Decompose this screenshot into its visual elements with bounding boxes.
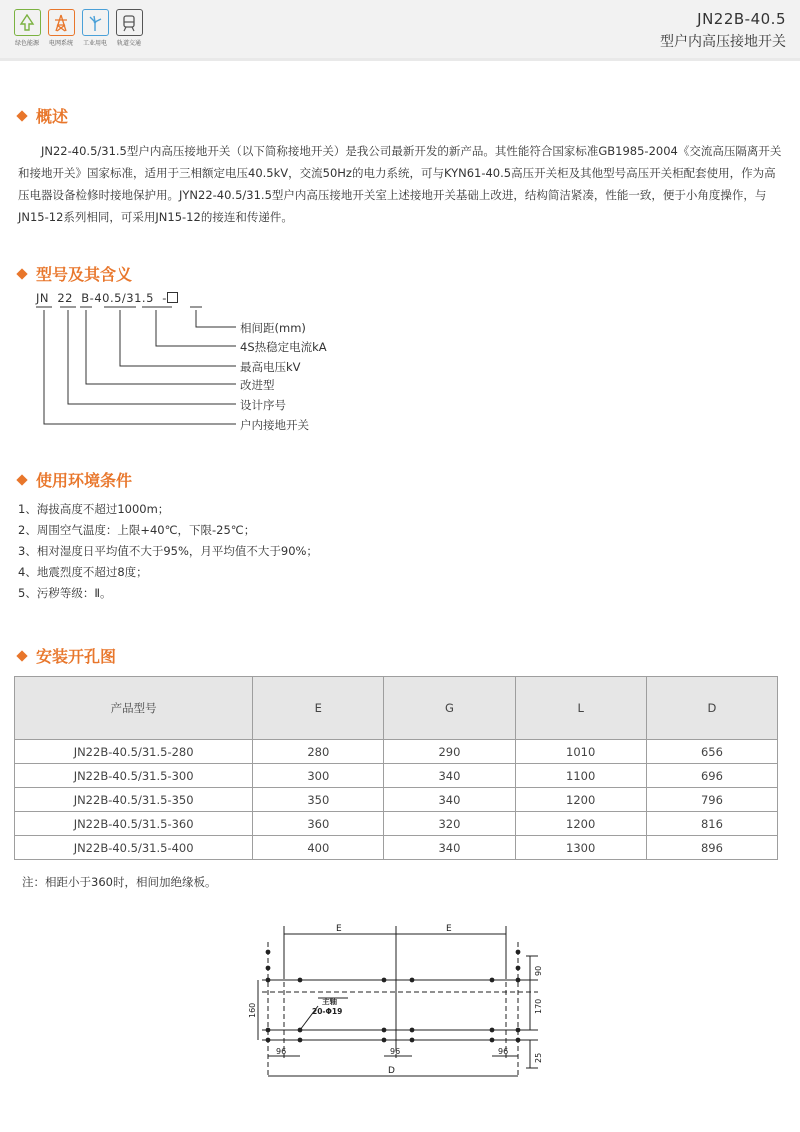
code-part: B [81,291,90,305]
table-cell: 1200 [515,788,646,812]
document-title: JN22B-40.5 [697,10,786,28]
condition-item: 1、海拔高度不超过1000m； [18,502,170,516]
table-cell: 350 [253,788,384,812]
model-label-max-voltage: 最高电压kV [240,360,301,374]
table-cell: 340 [384,764,515,788]
column-header: 产品型号 [15,677,253,740]
dim-e-right: E [446,924,452,934]
column-header: L [515,677,646,740]
label-holes: 20-Φ19 [312,1007,343,1016]
table-row [15,764,778,788]
table-cell: 656 [646,740,777,764]
code-part: / [121,291,127,305]
table-cell: 1300 [515,836,646,860]
table-note: 注：相距小于360时，相间加绝缘板。 [22,875,217,889]
table-cell: 340 [384,788,515,812]
table-cell: 280 [253,740,384,764]
code-part: - [89,291,95,305]
code-part: 22 [57,291,73,305]
dim-96-mid: 96 [390,1047,401,1056]
table-cell: JN22B-40.5/31.5-280 [15,740,253,764]
document-subtitle: 型户内高压接地开关 [660,34,786,50]
code-part: - [162,291,167,305]
dim-90: 90 [534,965,543,976]
logo-caption: 工业用电 [82,40,107,47]
table-row [15,788,778,812]
table-cell: JN22B-40.5/31.5-360 [15,812,253,836]
section-title: 安装开孔图 [36,647,117,666]
dim-96-right: 96 [498,1047,509,1056]
model-label-design-serial: 设计序号 [240,398,286,412]
model-label-indoor-switch: 户内接地开关 [240,418,309,432]
table-cell: 400 [253,836,384,860]
condition-item: 2、周围空气温度：上限+40℃，下限-25℃； [18,523,256,537]
condition-item: 3、相对湿度日平均值不大于95%，月平均值不大于90%； [18,544,318,558]
dim-160: 160 [248,1002,257,1018]
dim-d: D [388,1066,395,1076]
table-header-row [15,677,778,740]
table-cell: 320 [384,812,515,836]
table-cell: 896 [646,836,777,860]
model-label-improved: 改进型 [240,378,275,392]
table-cell: 816 [646,812,777,836]
column-header: E [253,677,384,740]
table-cell: 300 [253,764,384,788]
table-cell: JN22B-40.5/31.5-400 [15,836,253,860]
diamond-bullet-icon [16,650,27,661]
dim-170: 170 [534,998,543,1014]
table-row [15,740,778,764]
model-label-phase-spacing: 相间距(mm) [240,321,306,335]
table-cell: 796 [646,788,777,812]
column-header: G [384,677,515,740]
model-leader-lines [0,0,800,440]
table-cell: 360 [253,812,384,836]
spec-table [14,676,778,860]
section-title: 型号及其含义 [36,265,133,284]
dim-25: 25 [534,1052,543,1063]
logo-caption: 电网系统 [48,40,73,47]
section-title: 使用环境条件 [36,471,133,490]
installation-drawing [248,918,548,1088]
code-part: 31.5 [126,291,154,305]
table-cell: 290 [384,740,515,764]
logo-caption: 轨道交通 [116,40,141,47]
section-heading-conditions [18,468,132,491]
table-cell: 1100 [515,764,646,788]
table-cell: 696 [646,764,777,788]
section-heading-install [18,644,116,667]
table-cell: JN22B-40.5/31.5-350 [15,788,253,812]
condition-item: 4、地震烈度不超过8度； [18,565,148,579]
table-cell: 1010 [515,740,646,764]
dim-e-left: E [336,924,342,934]
table-cell: 340 [384,836,515,860]
label-main-shaft: 主轴 [322,997,337,1006]
code-part: 40.5 [94,291,122,305]
condition-item: 5、污秽等级：Ⅱ。 [18,586,112,600]
overview-text: JN22-40.5/31.5型户内高压接地开关（以下简称接地开关）是我公司最新开发的新产品。其性能符合国家标准GB1985-2004《交流高压隔离开关和接地开关》国家标准，适用于三相额定电压40.5kV，交流50Hz的电力系统，可与KYN61-40.5高压开关柜及其他型号高压开关柜配套使用，作为高压电器设备检修时接地保护用。JYN22-40.5/31.5型户内高压接地开关室上述接地开关基础上改进，结构简洁紧凑，性能一致，便于小角度操作，与JN15-12系列相同，可采用JN15-12的接连和传递件。 [18,144,782,224]
table-cell: JN22B-40.5/31.5-300 [15,764,253,788]
diamond-bullet-icon [16,474,27,485]
section-title: 概述 [36,107,69,126]
model-label-thermal-current: 4S热稳定电流kA [240,340,327,354]
dim-96-left: 96 [276,1047,287,1056]
table-row [15,812,778,836]
code-part: JN [36,291,49,305]
column-header: D [646,677,777,740]
table-cell: 1200 [515,812,646,836]
logo-caption: 绿色能源 [14,40,39,47]
table-row [15,836,778,860]
